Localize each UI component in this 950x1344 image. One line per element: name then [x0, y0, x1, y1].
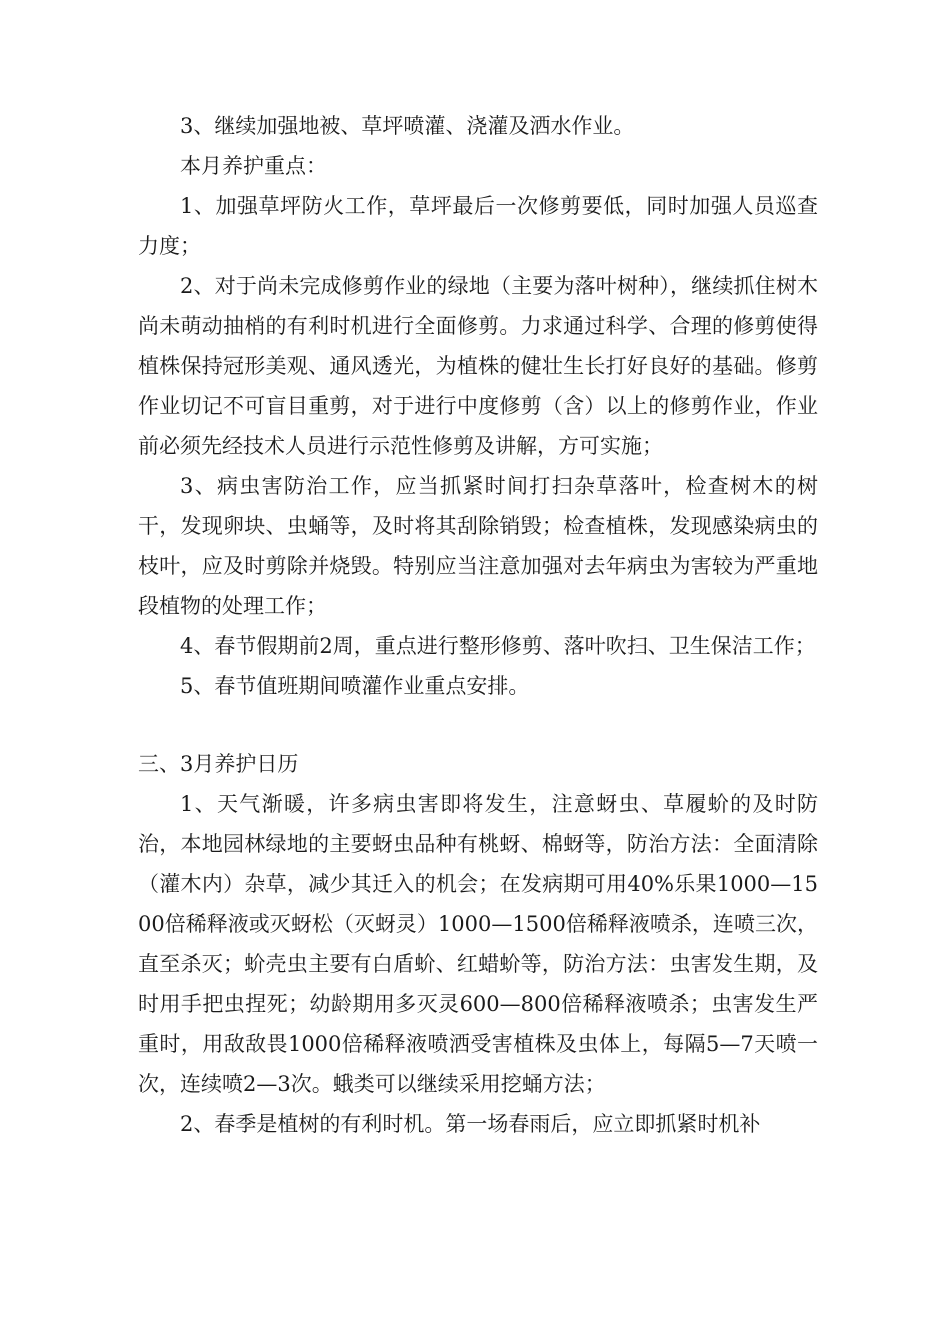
paragraph-item-4-spring-festival: 4、春节假期前2周，重点进行整形修剪、落叶吹扫、卫生保洁工作；: [180, 634, 816, 658]
paragraph-section-item-1-pests: 1、天气渐暖，许多病虫害即将发生，注意蚜虫、草履蚧的及时防治，本地园林绿地的主要蚜虫品种有桃蚜、棉蚜等，防治方法：全面清除（灌木内）杂草，减少其迁入的机会；在发病期可用40%乐果1000—1500倍稀释液或灭蚜松（灭蚜灵）1000—1500倍稀释液喷杀，连喷三次，直至杀灭；蚧壳虫主要有白盾蚧、红蜡蚧等，防治方法：虫害发生期，及时用手把虫捏死；幼龄期用多灭灵600—800倍稀释液喷杀；虫害发生严重时，用敌敌畏1000倍稀释液喷洒受害植株及虫体上，每隔5—7天喷一次，连续喷2—3次。蛾类可以继续采用挖蛹方法；: [138, 792, 818, 1096]
paragraph-item-3-pest-control: 3、病虫害防治工作，应当抓紧时间打扫杂草落叶，检查树木的树干，发现卵块、虫蛹等，及时将其刮除销毁；检查植株，发现感染病虫的枝叶，应及时剪除并烧毁。特别应当注意加强对去年病虫为害较为严重地段植物的处理工作；: [138, 474, 818, 618]
paragraph-item-1-fire-prevention: 1、加强草坪防火工作，草坪最后一次修剪要低，同时加强人员巡查力度；: [138, 194, 818, 258]
section-heading: 三、3月养护日历: [138, 752, 299, 776]
paragraph-item-5-duty-irrigation: 5、春节值班期间喷灌作业重点安排。: [180, 674, 530, 698]
blank-line: [138, 706, 818, 744]
paragraph-item-2-pruning: 2、对于尚未完成修剪作业的绿地（主要为落叶树种），继续抓住树木尚未萌动抽梢的有利时机进行全面修剪。力求通过科学、合理的修剪使得植株保持冠形美观、通风透光，为植株的健壮生长打好良好的基础。修剪作业切记不可盲目重剪，对于进行中度修剪（含）以上的修剪作业，作业前必须先经技术人员进行示范性修剪及讲解，方可实施；: [138, 274, 818, 458]
document-body: [138, 106, 818, 1144]
paragraph-monthly-focus-heading: 本月养护重点：: [180, 154, 327, 178]
paragraph-item-3-irrigation: 3、继续加强地被、草坪喷灌、浇灌及洒水作业。: [180, 114, 635, 138]
paragraph-section-item-2-planting: 2、春季是植树的有利时机。第一场春雨后，应立即抓紧时机补: [180, 1112, 761, 1136]
